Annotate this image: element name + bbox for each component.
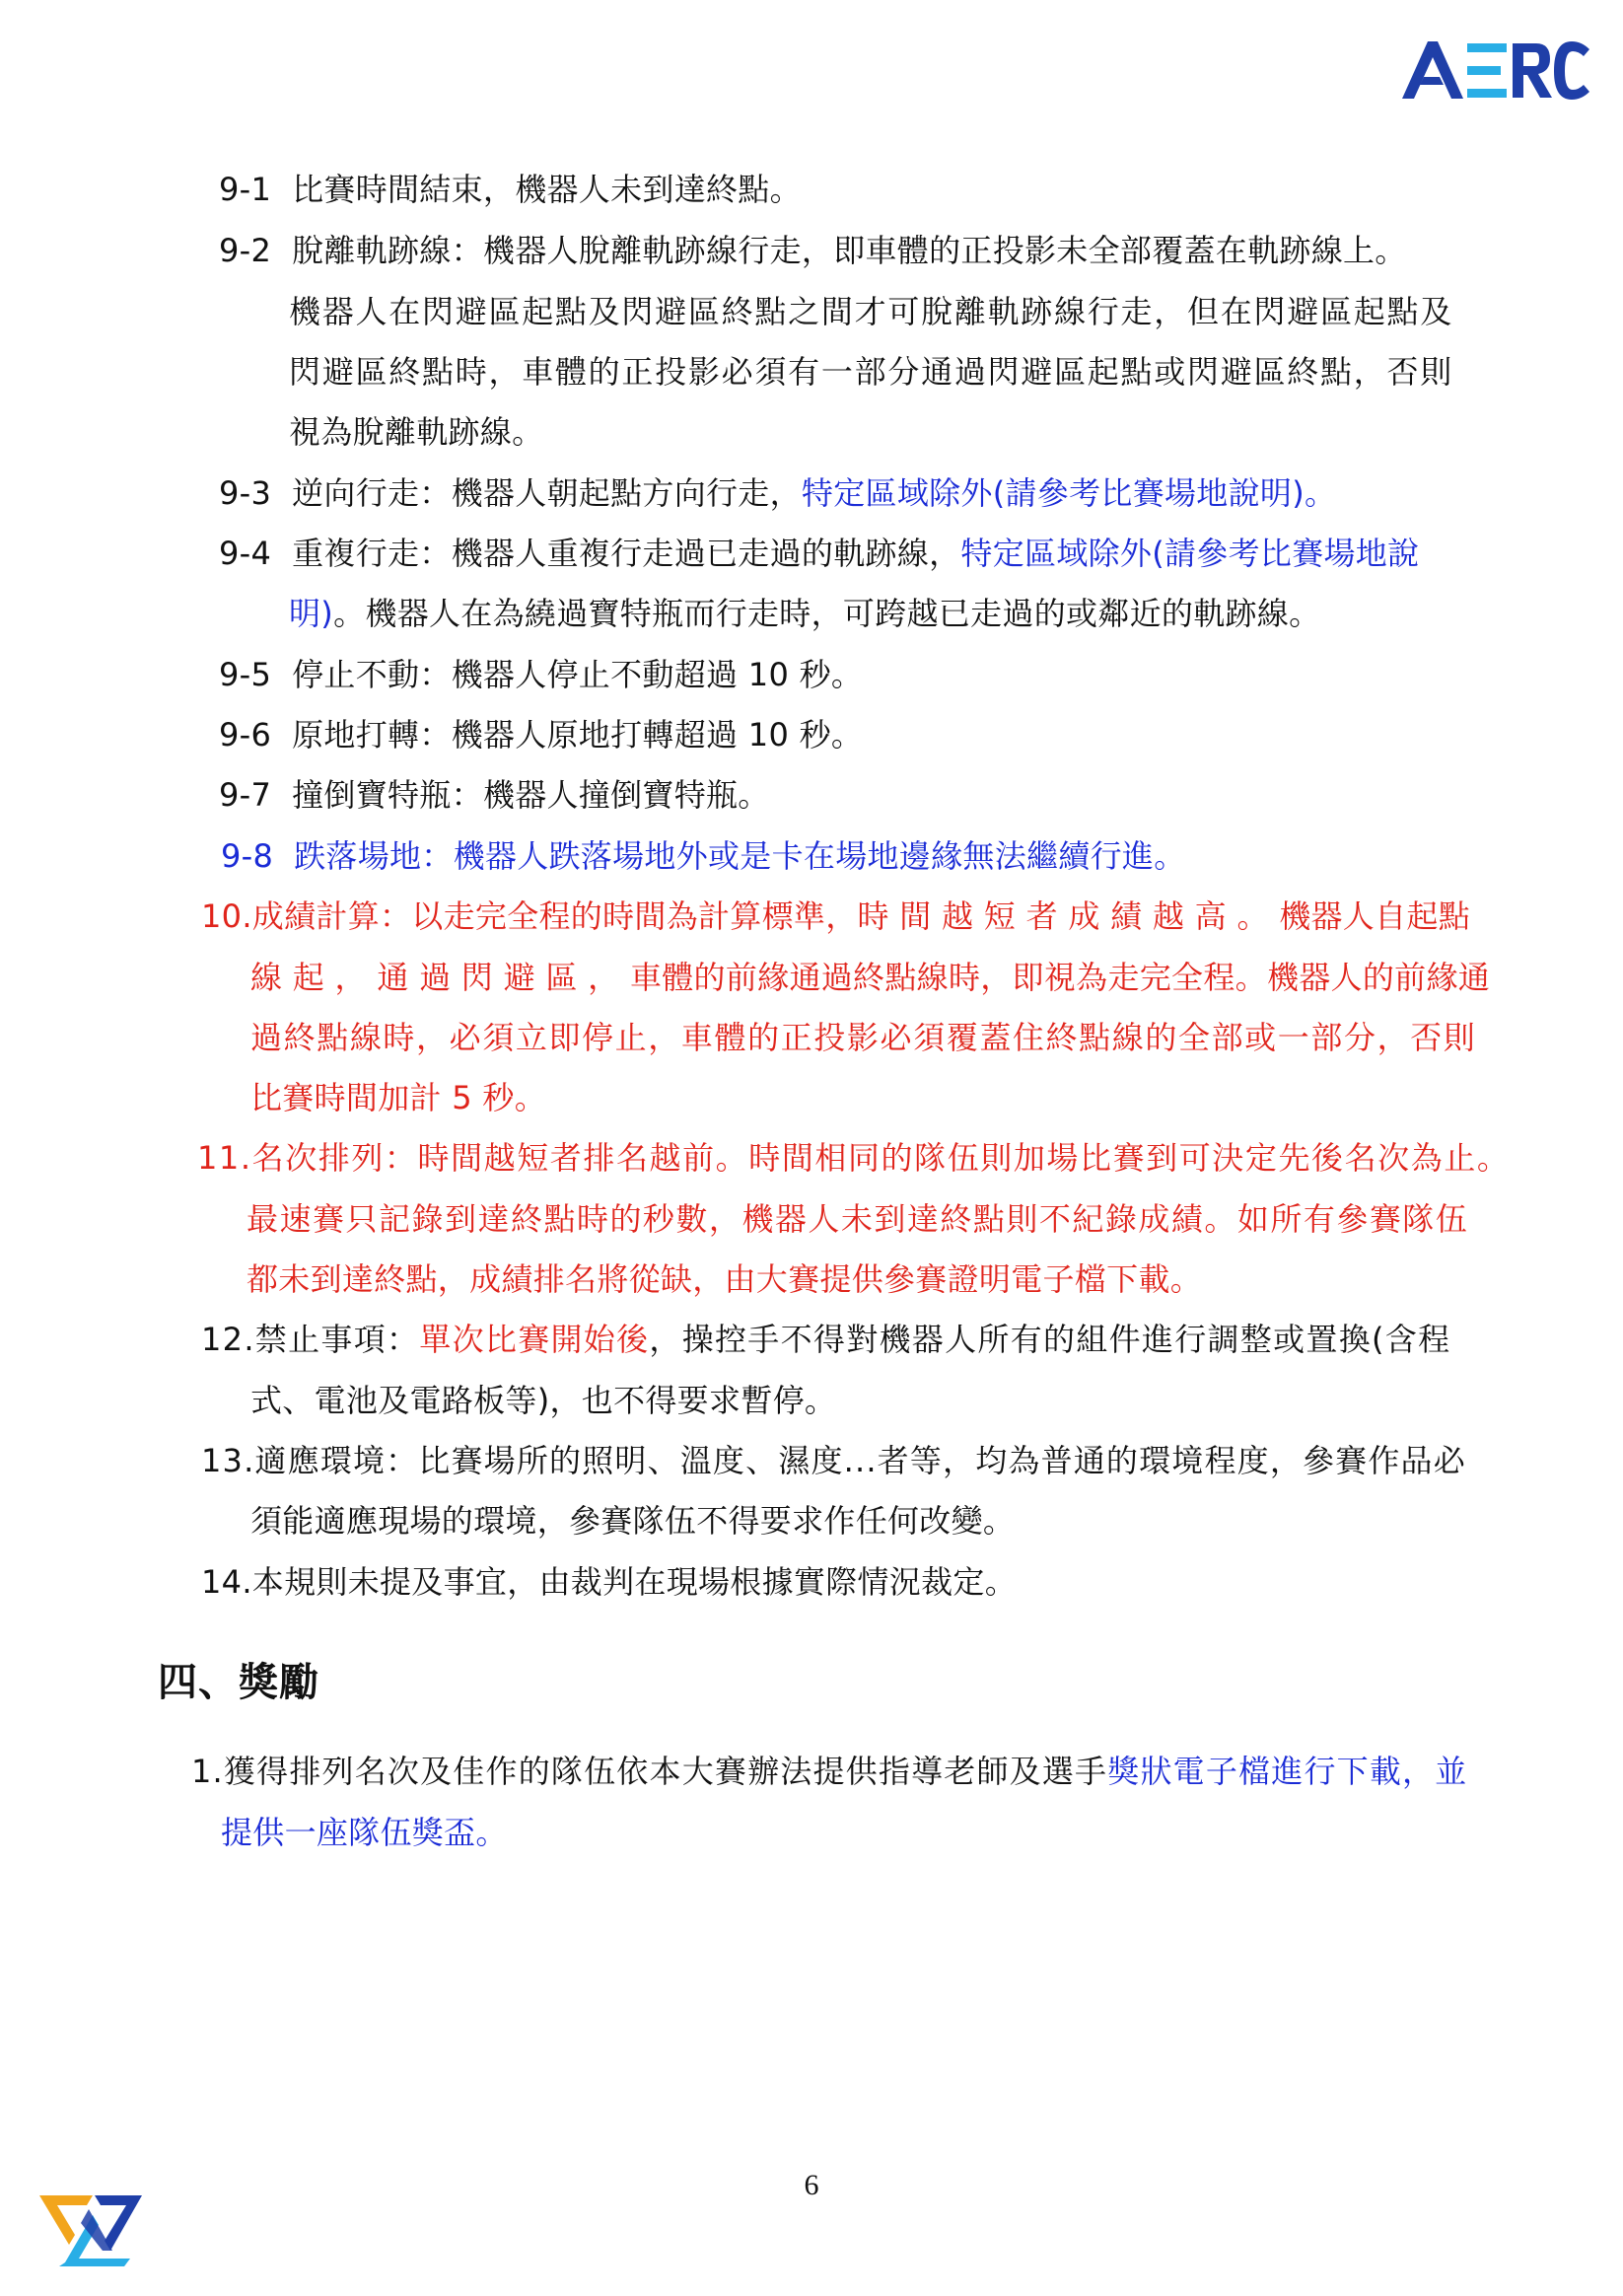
rule-9-4-cont: [289, 594, 1320, 633]
triangle-logo-icon: [35, 2189, 146, 2268]
award-text-0-0: 1.獲得排列名次及佳作的隊伍依本大賽辦法提供指導老師及選手: [191, 1753, 1108, 1790]
rule-9-2-cont-3: [289, 412, 543, 452]
rule-11-cont-1: [247, 1199, 1468, 1239]
rule-9-1: [219, 170, 802, 209]
award-text-1-0: 提供一座隊伍獎盃。: [221, 1814, 508, 1851]
rule-11: [197, 1138, 1510, 1178]
rule-9-4: [219, 534, 1419, 573]
rule-9-2-cont-2: [289, 352, 1453, 392]
rule-10: [201, 897, 1470, 936]
page-number: 6: [804, 2169, 819, 2201]
rule-text-7-1: 。機器人在為繞過寶特瓶而行走時，可跨越已走過的或鄰近的軌跡線。: [333, 595, 1321, 632]
rule-text-19-1: 單次比賽開始後: [419, 1321, 650, 1358]
aerc-logo: [1398, 36, 1591, 105]
rule-9-3: [219, 473, 1336, 513]
rule-text-18-0: 都未到達終點，成績排名將從缺，由大賽提供參賽證明電子檔下載。: [247, 1260, 1203, 1298]
rule-text-6-0: 9-4 重複行走：機器人重複行走過已走過的軌跡線，: [219, 535, 961, 572]
rule-text-10-0: 9-7 撞倒寶特瓶：機器人撞倒寶特瓶。: [219, 776, 770, 814]
rule-text-20-0: 式、電池及電路板等)，也不得要求暫停。: [250, 1382, 837, 1419]
rule-13-cont: [250, 1501, 1015, 1541]
rule-text-22-0: 須能適應現場的環境，參賽隊伍不得要求作任何改變。: [250, 1502, 1016, 1540]
award-1: [191, 1752, 1467, 1791]
rule-text-2-0: 機器人在閃避區起點及閃避區終點之間才可脫離軌跡線行走，但在閃避區起點及: [289, 293, 1453, 330]
rule-text-23-0: 14.本規則未提及事宜，由裁判在現場根據實際情況裁定。: [201, 1563, 1017, 1601]
rule-text-7-0: 明): [289, 595, 334, 632]
rule-text-5-1: 特定區域除外(請參考比賽場地說明)。: [801, 474, 1337, 512]
rule-14: [201, 1562, 1017, 1602]
rule-text-17-0: 最速賽只記錄到達終點時的秒數，機器人未到達終點則不紀錄成績。如所有參賽隊伍: [247, 1200, 1469, 1238]
award-text-0-1: 獎狀電子檔進行下載，並: [1107, 1753, 1468, 1790]
rule-12: [201, 1320, 1450, 1359]
rule-text-14-0: 過終點線時，必須立即停止，車體的正投影必須覆蓋住終點線的全部或一部分，否則: [250, 1019, 1477, 1056]
rule-text-19-0: 12.禁止事項：: [201, 1321, 420, 1358]
rule-text-3-0: 閃避區終點時，車體的正投影必須有一部分通過閃避區起點或閃避區終點，否則: [289, 353, 1453, 391]
award-1-cont: [221, 1813, 508, 1852]
rule-text-12-0: 10.成績計算：以走完全程的時間為計算標準，時 間 越 短 者 成 績 越 高 。 機器人自起點: [201, 897, 1471, 935]
rule-9-6: [219, 715, 863, 754]
rule-9-7: [219, 775, 770, 815]
rule-12-cont: [250, 1381, 836, 1420]
rule-text-0-0: 9-1 比賽時間結束，機器人未到達終點。: [219, 171, 802, 208]
rule-13: [201, 1441, 1466, 1480]
rule-9-8: [221, 836, 1186, 876]
section-heading: 四、獎勵: [158, 1660, 319, 1705]
rule-10-cont-2: [250, 1018, 1476, 1057]
rule-text-19-2: ，操控手不得對機器人所有的組件進行調整或置換(含程: [649, 1321, 1451, 1358]
rule-text-5-0: 9-3 逆向行走：機器人朝起點方向行走，: [219, 474, 802, 512]
rule-9-2-cont-1: [289, 292, 1453, 331]
rule-9-5: [219, 655, 863, 694]
rule-text-1-0: 9-2 脫離軌跡線：機器人脫離軌跡線行走，即車體的正投影未全部覆蓋在軌跡線上。: [219, 232, 1407, 269]
rule-9-2: [219, 231, 1407, 270]
rule-text-4-0: 視為脫離軌跡線。: [289, 413, 544, 451]
rule-text-15-0: 比賽時間加計 5 秒。: [250, 1079, 547, 1116]
rule-text-11-0: 9-8 跌落場地：機器人跌落場地外或是卡在場地邊緣無法繼續行進。: [221, 837, 1186, 875]
rule-text-16-0: 11.名次排列：時間越短者排名越前。時間相同的隊伍則加場比賽到可決定先後名次為止。: [197, 1139, 1511, 1177]
rule-10-cont-1: [250, 958, 1490, 997]
rule-text-6-1: 特定區域除外(請參考比賽場地說: [960, 535, 1420, 572]
rule-11-cont-2: [247, 1259, 1202, 1299]
rule-10-cont-3: [250, 1078, 546, 1117]
rule-text-21-0: 13.適應環境：比賽場所的照明、溫度、濕度...者等，均為普通的環境程度，參賽作品必: [201, 1442, 1466, 1479]
rule-text-8-0: 9-5 停止不動：機器人停止不動超過 10 秒。: [219, 656, 864, 693]
rule-text-9-0: 9-6 原地打轉：機器人原地打轉超過 10 秒。: [219, 716, 864, 753]
rule-text-13-0: 線 起 ， 通 過 閃 避 區 ， 車體的前緣通過終點線時，即視為走完全程。機器人的前緣通: [250, 959, 1491, 996]
